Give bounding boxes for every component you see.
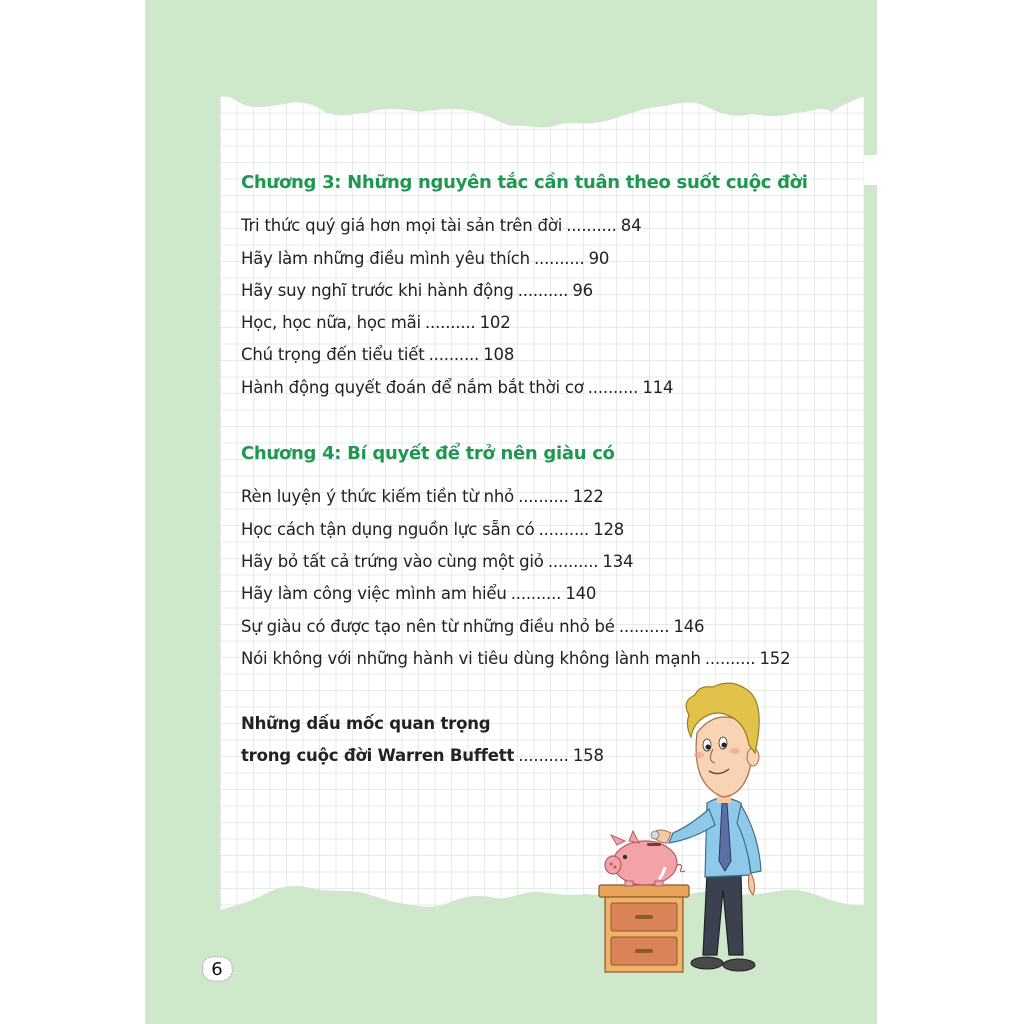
torn-edge-top	[220, 90, 864, 130]
toc-page-number: 102	[479, 313, 511, 332]
toc-page-number: 134	[602, 552, 634, 571]
toc-page-number: 114	[642, 378, 674, 397]
toc-item-title: Rèn luyện ý thức kiếm tiền từ nhỏ	[241, 487, 515, 506]
toc-leader-dots: ..........	[704, 649, 756, 668]
man-piggy-bank-illustration-icon	[595, 675, 775, 980]
toc-page-number: 96	[572, 281, 593, 300]
toc-item-appendix[interactable]	[241, 746, 604, 765]
chapter-3-title: Chương 3: Những nguyên tắc cần tuân theo suốt cuộc đời	[241, 172, 808, 193]
toc-item[interactable]	[241, 617, 704, 636]
toc-item[interactable]	[241, 345, 514, 364]
toc-leader-dots: ..........	[510, 584, 562, 603]
toc-leader-dots: ..........	[618, 617, 670, 636]
appendix-title-line-2: trong cuộc đời Warren Buffett	[241, 746, 515, 765]
toc-item[interactable]	[241, 378, 673, 397]
toc-item-title: Sự giàu có được tạo nên từ những điều nhỏ bé	[241, 617, 615, 636]
toc-item-title: Hãy bỏ tất cả trứng vào cùng một giỏ	[241, 552, 544, 571]
toc-item-title: Hãy suy nghĩ trước khi hành động	[241, 281, 514, 300]
toc-leader-dots: ..........	[428, 345, 480, 364]
man-head-icon	[686, 683, 759, 803]
toc-leader-dots: ..........	[547, 552, 599, 571]
toc-page-number: 146	[673, 617, 705, 636]
toc-leader-dots: ..........	[587, 378, 639, 397]
page-tab-notch	[864, 155, 877, 185]
toc-item-title: Hãy làm công việc mình am hiểu	[241, 584, 507, 603]
toc-item-title: Hãy làm những điều mình yêu thích	[241, 249, 530, 268]
man-legs-icon	[691, 873, 755, 971]
toc-leader-dots: ..........	[425, 313, 476, 332]
toc-item[interactable]	[241, 249, 609, 268]
toc-page-number: 152	[759, 649, 791, 668]
toc-page-number: 128	[593, 520, 625, 539]
toc-item-title: Tri thức quý giá hơn mọi tài sản trên đời	[241, 216, 563, 235]
toc-item[interactable]	[241, 487, 604, 506]
toc-item[interactable]	[241, 520, 624, 539]
man-shirt-icon	[651, 798, 761, 895]
toc-item[interactable]	[241, 313, 511, 332]
toc-item[interactable]	[241, 649, 790, 668]
toc-item-title: Học, học nữa, học mãi	[241, 313, 421, 332]
toc-item[interactable]	[241, 216, 641, 235]
toc-leader-dots: ..........	[517, 281, 569, 300]
toc-item[interactable]	[241, 281, 593, 300]
toc-page-number: 140	[565, 584, 597, 603]
toc-item-title: Học cách tận dụng nguồn lực sẵn có	[241, 520, 535, 539]
toc-item-title: Chú trọng đến tiểu tiết	[241, 345, 425, 364]
toc-leader-dots: ..........	[566, 216, 617, 235]
toc-leader-dots: ..........	[518, 746, 569, 765]
toc-item-title: Hành động quyết đoán để nắm bắt thời cơ	[241, 378, 584, 397]
appendix-title-line-1: Những dấu mốc quan trọng	[241, 714, 491, 733]
toc-leader-dots: ..........	[534, 249, 585, 268]
cabinet-icon	[599, 885, 689, 972]
toc-page-number: 90	[588, 249, 610, 268]
chapter-4-title: Chương 4: Bí quyết để trở nên giàu có	[241, 443, 615, 464]
page-number: 6	[211, 958, 223, 980]
toc-item[interactable]	[241, 584, 596, 603]
toc-item[interactable]	[241, 552, 633, 571]
toc-page-number: 158	[572, 746, 604, 765]
toc-page-number: 108	[483, 345, 515, 364]
toc-item-title: Nói không với những hành vi tiêu dùng không lành mạnh	[241, 649, 701, 668]
toc-leader-dots: ..........	[518, 487, 569, 506]
toc-page-number: 84	[620, 216, 642, 235]
toc-page-number: 122	[572, 487, 604, 506]
toc-leader-dots: ..........	[538, 520, 590, 539]
